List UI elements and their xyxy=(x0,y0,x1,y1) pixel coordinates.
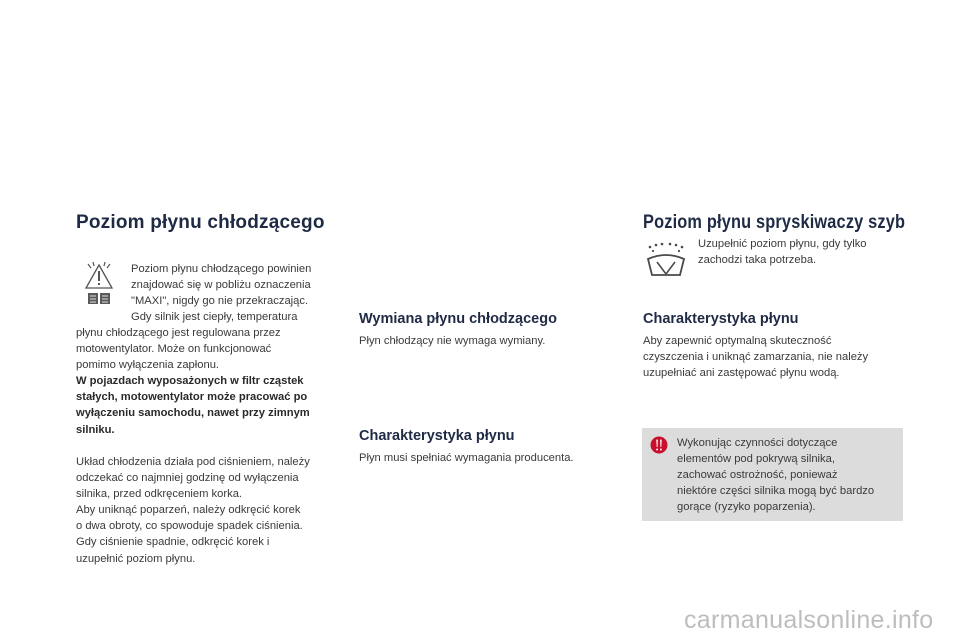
caution-text: Wykonując czynności dotyczące elementów pod pokrywą silnika, zachować ostrożność, ponieważ niektóre części silnika mogą być bardzo gorące (ryzyko poparzenia). xyxy=(677,437,875,514)
coolant-intro-continued: płynu chłodzącego jest regulowana przez motowentylator. Może on funkcjonować pomimo wyłączenia zapłonu. W pojazdach wyposażonych w filtr cząstek stałych, motowentylator może pracować po wyłączeniu samochodu, nawet przy zimnym silniku. xyxy=(76,325,310,438)
fluid-spec-heading: Charakterystyka płynu xyxy=(359,428,515,444)
fan-warning-line: wyłączeniu samochodu, nawet przy zimnym xyxy=(76,407,310,420)
coolant-intro: Poziom płynu chłodzącego powinien znajdować się w pobliżu oznaczenia "MAXI", nigdy go nie przekraczając. Gdy silnik jest ciepły, temperatura xyxy=(131,263,312,324)
washer-fluid-spec-heading: Charakterystyka płynu xyxy=(643,311,799,327)
fan-warning-line: silniku. xyxy=(76,423,115,436)
exclamation-warning-icon xyxy=(650,436,668,454)
washer-fluid-icon xyxy=(645,242,687,278)
coolant-warning-icon xyxy=(84,262,114,306)
coolant-replacement-heading: Wymiana płynu chłodzącego xyxy=(359,311,557,327)
fluid-spec-text: Płyn musi spełniać wymagania producenta. xyxy=(359,452,574,464)
washer-fluid-spec-text: Aby zapewnić optymalną skuteczność czyszczenia i uniknąć zamarzania, nie należy uzupełniać ani zastępować płynu wodą. xyxy=(643,335,869,380)
coolant-level-title: Poziom płynu chłodzącego xyxy=(76,212,325,233)
pressure-paragraph: Układ chłodzenia działa pod ciśnieniem, należy odczekać co najmniej godzinę od wyłączenia silnika, przed odkręceniem korka. Aby uniknąć poparzeń, należy odkręcić korek o dwa obroty, co spowoduje spadek ciśnienia. Gdy ciśnienie spadnie, odkręcić korek i uzupełnić poziom płynu. xyxy=(76,456,310,565)
watermark: carmanualsonline.info xyxy=(684,606,934,634)
washer-intro: Uzupełnić poziom płynu, gdy tylko zachodzi taka potrzeba. xyxy=(698,238,867,267)
caution-notice xyxy=(642,428,903,521)
coolant-replacement-text: Płyn chłodzący nie wymaga wymiany. xyxy=(359,335,546,347)
fan-warning-line: stałych, motowentylator może pracować po xyxy=(76,391,308,404)
washer-fluid-title: Poziom płynu spryskiwaczy szyb xyxy=(643,212,906,233)
fan-warning-line: W pojazdach wyposażonych w filtr cząstek xyxy=(76,375,304,388)
